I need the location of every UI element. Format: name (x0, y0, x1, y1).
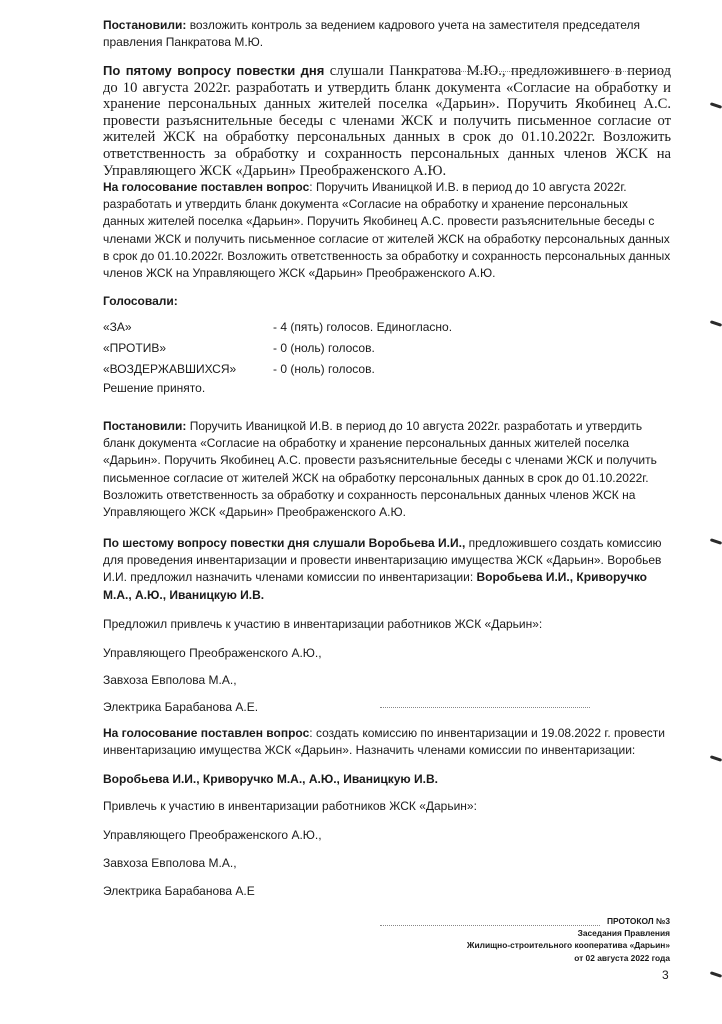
scan-artifact (380, 707, 590, 709)
vote-result: - 0 (ноль) голосов. (273, 362, 375, 376)
footer-meeting: Заседания Правления (577, 928, 670, 939)
binding-mark (710, 755, 722, 762)
decision-text: Поручить Иваницкой И.В. в период до 10 августа 2022г. разработать и утвердить бланк документа «Согласие на обработку и хранение персональных данных жителей поселка «Дарьин». Поручить Якобинец А.С. провести разъяснительные беседы с членами ЖСК и получить письменное согласие от жителей ЖСК на обработку персональных данных в срок до 01.10.2022г. Возложить ответственность за обработку и сохранность персональных данных членов ЖСК на Управляющего ЖСК «Дарьин» Преображенского А.Ю. (103, 419, 657, 520)
paragraph-decision-fifth (103, 418, 671, 521)
page-number: 3 (662, 968, 669, 982)
protocol-footer (467, 915, 670, 964)
vote-result: - 0 (ноль) голосов. (273, 341, 375, 355)
vote-question-label: На голосование поставлен вопрос (103, 180, 310, 194)
binding-mark (710, 102, 722, 109)
decision-label: Постановили: (103, 18, 187, 32)
paragraph-decision-hr (103, 17, 671, 51)
sixth-question-text: предложившего создать комиссию для проведения инвентаризации и провести инвентаризацию имущества ЖСК «Дарьин». Воробьев И.И. предложил назначить членами комиссии по инвентаризации: (103, 536, 662, 585)
decision-text: возложить контроль за ведением кадрового учета на заместителя председателя правления Панкратова М.Ю. (103, 18, 641, 50)
decision-label: Постановили: (103, 419, 187, 433)
decision-accepted: Решение принято. (103, 381, 206, 395)
footer-date: от 02 августа 2022 года (574, 952, 670, 963)
binding-mark (710, 538, 722, 545)
vote-option: «ПРОТИВ» (103, 341, 167, 355)
fifth-question-text: слушали Панкратова М.Ю., предложившего в период до 10 августа 2022г. разработать и утвердить бланк документа «Согласие на обработку и хранение персональных данных жителей поселка «Дарьин». Поручить Якобинец А.С. провести разъяснительные беседы с членами ЖСК и получить письменное согласие от жителей ЖСК на обработку персональных данных в срок до 01.10.2022г. Возложить ответственность за обработку и сохранность персональных данных членов ЖСК на Управляющего ЖСК «Дарьин» Преображенского А.Ю. (103, 63, 671, 179)
binding-mark (710, 320, 722, 327)
scan-artifact (440, 71, 670, 73)
paragraph-invite-workers: Предложил привлечь к участию в инвентаризации работников ЖСК «Дарьин»: (103, 617, 543, 631)
paragraph-vote-question-sixth (103, 725, 671, 759)
vote-option: «ЗА» (103, 320, 132, 334)
paragraph-sixth-question (103, 535, 671, 604)
vote-question-label: На голосование поставлен вопрос (103, 726, 310, 740)
paragraph-supply-manager: Завхоза Евполова М.А., (103, 673, 237, 687)
vote-question-text: : создать комиссию по инвентаризации и 19.08.2022 г. провести инвентаризацию имущества ЖСК «Дарьин». Назначить членами комиссии по инвентаризации: (103, 726, 665, 758)
sixth-question-label: По шестому вопросу повестки дня слушали Воробьева И.И., (103, 536, 466, 550)
paragraph-members-bold: Воробьева И.И., Криворучко М.А., А.Ю., Иваницкую И.В. (103, 772, 438, 786)
footer-protocol-number: ПРОТОКОЛ №3 (606, 916, 670, 926)
paragraph-manager: Управляющего Преображенского А.Ю., (103, 646, 322, 660)
paragraph-electrician: Электрика Барабанова А.Е. (103, 700, 259, 714)
vote-question-text: : Поручить Иваницкой И.В. в период до 10 августа 2022г. разработать и утвердить бланк документа «Согласие на обработку и хранение персональных данных жителей поселка «Дарьин». Поручить Якобинец А.С. провести разъяснительные беседы с членами ЖСК и получить письменное согласие от жителей ЖСК на обработку персональных данных в срок до 01.10.2022г. Возложить ответственность за обработку и сохранность персональных данных членов ЖСК на Управляющего ЖСК «Дарьин» Преображенского А.Ю. (103, 180, 671, 281)
paragraph-electrician-2: Электрика Барабанова А.Е (103, 884, 255, 898)
paragraph-supply-manager-2: Завхоза Евполова М.А., (103, 856, 237, 870)
paragraph-manager-2: Управляющего Преображенского А.Ю., (103, 828, 322, 842)
commission-members: Воробьева И.И., Криворучко М.А., А.Ю., Иваницкую И.В. (103, 570, 648, 602)
vote-option: «ВОЗДЕРЖАВШИХСЯ» (103, 362, 237, 376)
paragraph-fifth-question (103, 63, 671, 179)
fifth-question-label: По пятому вопросу повестки дня (103, 63, 325, 78)
footer-cooperative: Жилищно-строительного кооператива «Дарьин» (466, 940, 670, 951)
vote-result: - 4 (пять) голосов. Единогласно. (273, 320, 453, 334)
paragraph-invite-workers-2: Привлечь к участию в инвентаризации работников ЖСК «Дарьин»: (103, 799, 477, 813)
paragraph-vote-question (103, 179, 671, 282)
voted-heading: Голосовали: (103, 294, 178, 308)
binding-mark (710, 971, 722, 978)
